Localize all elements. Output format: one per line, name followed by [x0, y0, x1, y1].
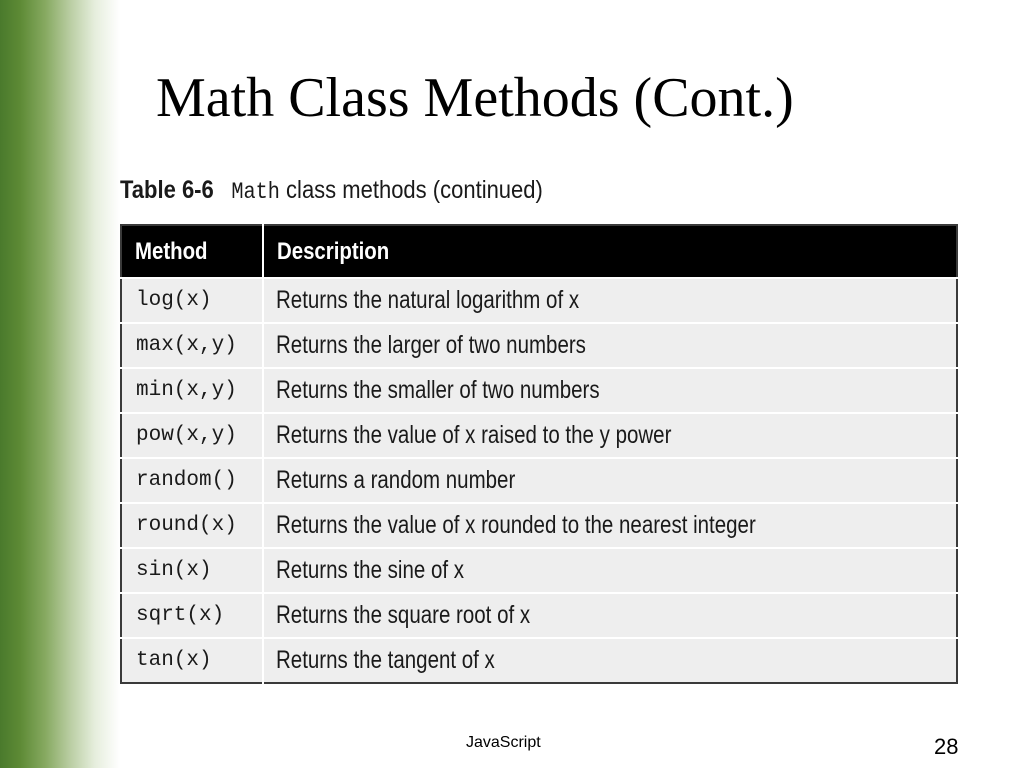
- description-cell: [263, 368, 957, 413]
- math-methods-table: [120, 224, 958, 684]
- table-caption: [120, 176, 543, 205]
- table-row: [121, 278, 957, 323]
- description-cell: [263, 593, 957, 638]
- table-caption-code: Math: [231, 179, 280, 205]
- method-cell: log(x): [121, 278, 263, 323]
- method-cell: tan(x): [121, 638, 263, 683]
- table-row: [121, 638, 957, 683]
- method-cell: sin(x): [121, 548, 263, 593]
- description-text: Returns the natural logarithm of x: [276, 286, 580, 314]
- table-caption-label: Table 6-6: [120, 176, 214, 204]
- slide-number: 28: [934, 734, 959, 759]
- method-cell: round(x): [121, 503, 263, 548]
- column-header-description: [263, 225, 957, 278]
- method-cell: max(x,y): [121, 323, 263, 368]
- description-text: Returns the sine of x: [276, 556, 465, 584]
- description-text: Returns the larger of two numbers: [276, 331, 586, 359]
- description-text: Returns the value of x raised to the y power: [276, 421, 672, 449]
- description-cell: [263, 638, 957, 683]
- table-header-row: [121, 225, 957, 278]
- table-row: [121, 323, 957, 368]
- table-row: [121, 548, 957, 593]
- description-cell: [263, 323, 957, 368]
- description-text: Returns a random number: [276, 466, 516, 494]
- table-row: [121, 368, 957, 413]
- column-header-method-label: Method: [135, 237, 208, 265]
- table-row: [121, 413, 957, 458]
- column-header-method: [121, 225, 263, 278]
- slide-footer: JavaScript: [466, 734, 541, 751]
- description-text: Returns the smaller of two numbers: [276, 376, 600, 404]
- method-cell: sqrt(x): [121, 593, 263, 638]
- decorative-side-bar: [0, 0, 120, 768]
- description-text: Returns the tangent of x: [276, 646, 495, 674]
- table-caption-text: class methods (continued): [279, 176, 543, 204]
- description-text: Returns the square root of x: [276, 601, 531, 629]
- table-row: [121, 503, 957, 548]
- table-row: [121, 458, 957, 503]
- column-header-description-label: Description: [277, 237, 390, 265]
- description-cell: [263, 548, 957, 593]
- table-row: [121, 593, 957, 638]
- description-cell: [263, 413, 957, 458]
- method-cell: random(): [121, 458, 263, 503]
- slide-title: Math Class Methods (Cont.): [156, 67, 794, 129]
- description-text: Returns the value of x rounded to the nearest integer: [276, 511, 756, 539]
- description-cell: [263, 278, 957, 323]
- method-cell: min(x,y): [121, 368, 263, 413]
- description-cell: [263, 458, 957, 503]
- method-cell: pow(x,y): [121, 413, 263, 458]
- description-cell: [263, 503, 957, 548]
